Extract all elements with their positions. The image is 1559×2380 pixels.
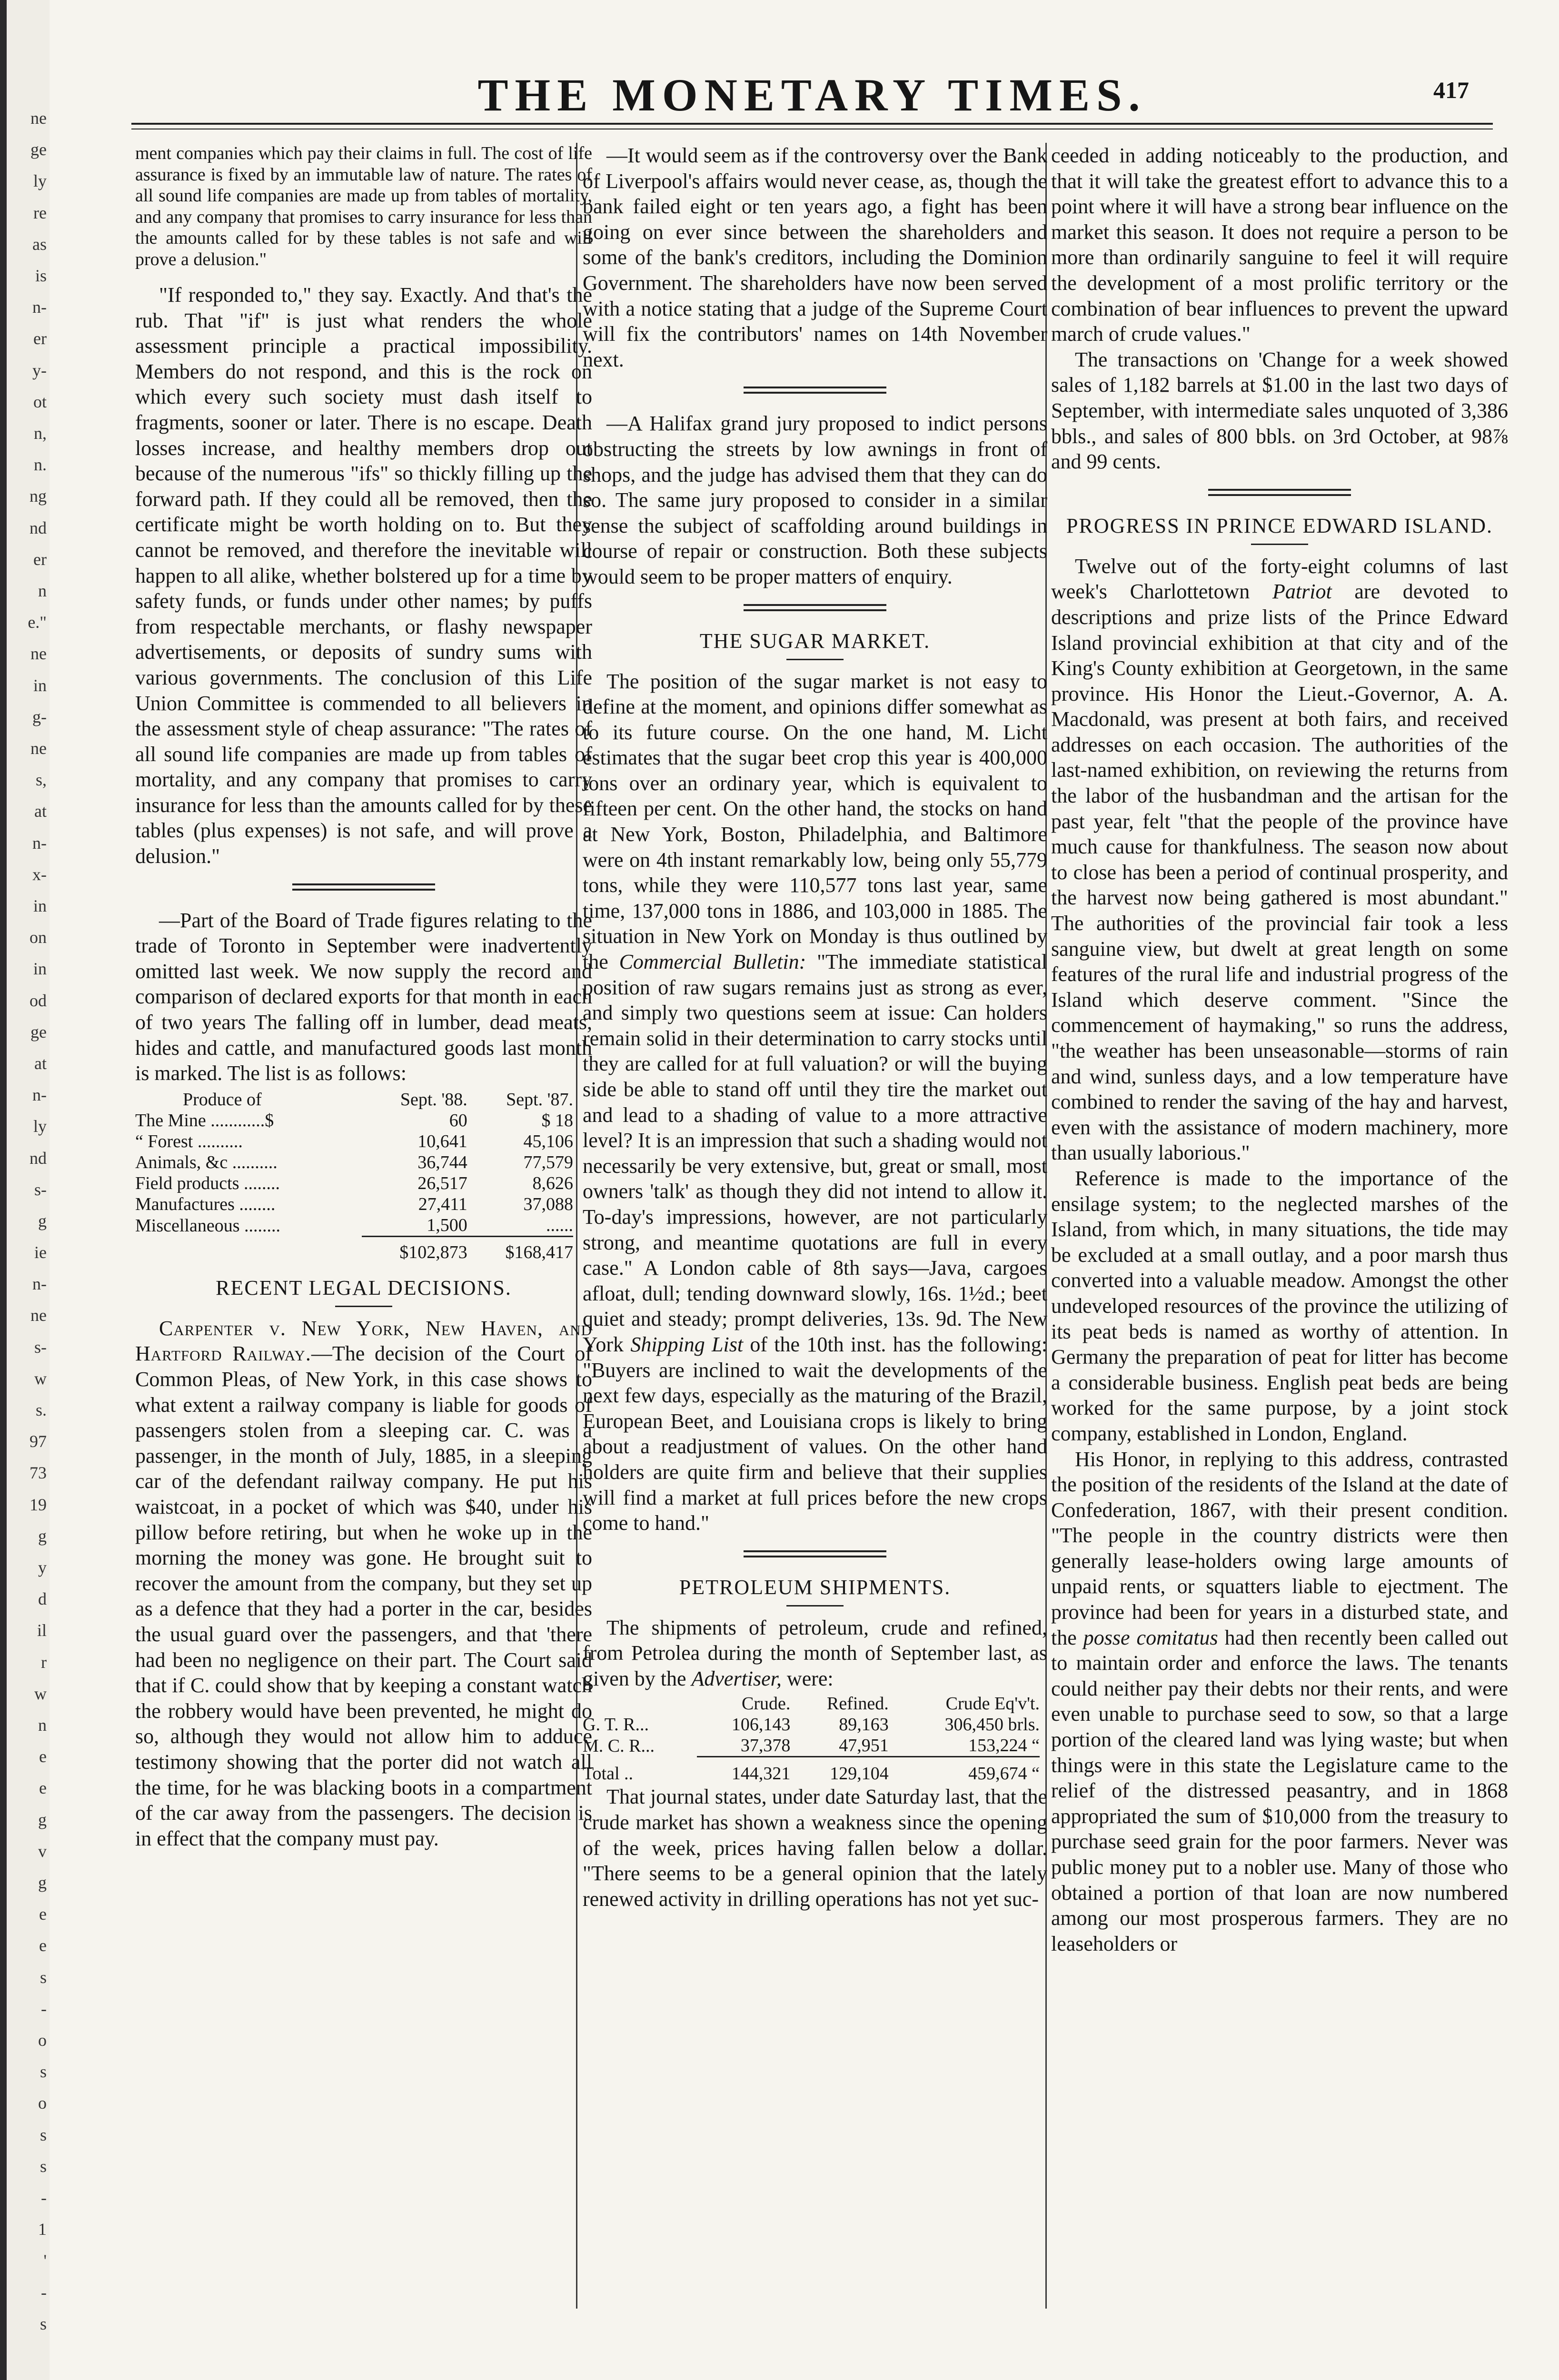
gutter-fragment: x- [32,864,47,884]
article-continuation: ment companies which pay their claims in full. The cost of life assurance is fixed by an immutable law of nature. The rates of all sound life companies are made up from tables of mortality, and any company that promises to carry insurance for less than the amounts called for by these tables is not safe and will prove a delusion." [135,143,592,269]
table-row [135,1131,573,1152]
section-separator [744,604,886,611]
gutter-fragment: 19 [30,1495,47,1514]
gutter-fragment: n- [32,1274,47,1294]
table-row [583,1714,1040,1735]
article-paragraph: The transactions on 'Change for a week showed sales of 1,182 barrels at $1.00 in the last two days of September, with intermediate sales unquoted of 3,386 bbls., and sales of 800 bbls. on 3rd October, at 98⅞ and 99 cents. [1051,347,1508,474]
table-total: $102,873 [362,1236,467,1263]
text-run: The shipments of petroleum, crude and refined, from Petrolea during the month of September last, as given by the [583,1616,1047,1690]
gutter-fragment: er [33,549,47,569]
table-total-row [135,1236,573,1263]
petroleum-paragraph: That journal states, under date Saturday last, that the crude market has shown a weakness since the opening of the week, prices having fallen below a dollar. "There seems to be a general opinion that the lately renewed activity in drilling operations has not yet suc- [583,1785,1047,1911]
gutter-fragment: n- [32,1085,47,1105]
gutter-fragment: s [40,2062,47,2082]
previous-page-gutter [7,0,50,2380]
gutter-fragment: ng [30,486,47,506]
gutter-fragment: - [41,1999,47,2018]
table-cell: 27,411 [418,1194,467,1214]
gutter-fragment: r [41,1652,47,1672]
gutter-fragment: ne [30,109,47,128]
gutter-fragment: ly [33,1117,47,1136]
gutter-fragment: at [34,1053,47,1073]
table-cell: Animals, &c .......... [135,1152,278,1172]
gutter-fragment: s- [34,1337,47,1357]
gutter-fragment: ' [43,2251,47,2271]
publication-name: Shipping List [630,1332,744,1356]
gutter-fragment: n, [34,423,47,443]
gutter-fragment: w [34,1368,47,1388]
table-cell: Manufactures ........ [135,1194,276,1214]
gutter-fragment: ne [30,738,47,758]
table-cell: 36,744 [417,1152,467,1172]
gutter-fragment: g- [32,707,47,726]
page-header [131,29,1493,124]
article-paragraph: —It would seem as if the controversy over the Bank of Liverpool's affairs would never cease, as, though the bank failed eight or ten years ago, a fight has been going on ever since between the shareholders and some of the bank's creditors, including the Dominion Government. The shareholders have now been served with a notice stating that a judge of the Supreme Court will fix the contributors' names on 14th November next. [583,144,1047,371]
table-row [135,1215,573,1237]
gutter-fragment: g [38,1211,47,1230]
gutter-fragment: od [30,991,47,1010]
gutter-fragment: y [38,1558,47,1577]
table-cell: Field products ........ [135,1173,280,1193]
column-3 [1051,143,1508,2380]
gutter-fragment: s [40,1967,47,1987]
table-cell: ...... [546,1215,573,1235]
gutter-fragment: e [39,1747,47,1766]
section-heading: PETROLEUM SHIPMENTS. [679,1575,951,1599]
table-row [583,1735,1040,1757]
gutter-fragment: 97 [30,1432,47,1451]
table-cell: 26,517 [417,1173,467,1193]
gutter-fragment: s, [35,770,47,790]
table-total: 459,674 “ [889,1757,1040,1785]
heading-rule [335,1306,392,1307]
table-header [583,1693,697,1714]
table-header: Refined. [826,1694,889,1714]
gutter-fragment: nd [30,1148,47,1168]
table-total: 129,104 [790,1757,888,1785]
article-continuation: ceeded in adding noticeably to the production, and that it will take the greatest effort to advance this to a point where it will have a strong bear influence on the market this season. It does not require a person to be more than ordinarily sanguine to feel it will require the development of a most prolific territory or the combination of bear influences to prevent the upward march of crude values." [1051,144,1508,346]
gutter-fragment: in [33,896,47,915]
text-run: had then recently been called out to maintain order and enforce the laws. The tenants could neither pay their debts nor their rents, and were even unable to purchase seed to sow, so that a large portion of the cleared land was lying waste; but when things were in this state the Legislature came to the relief of the distressed peasantry, and in 1868 appropriated the sum of $10,000 from the treasury to purchase seed grain for the poor farmers. Never was public money put to a nobler use. Many of those who obtained a portion of that loan are now numbered among our most prosperous farmers. They are no leaseholders or [1051,1626,1508,1955]
gutter-fragment: s. [35,1400,47,1420]
gutter-fragment: n- [32,298,47,317]
text-run: are devoted to descriptions and prize lists of the Prince Edward Island provincial exhibition at that city and of the King's County exhibition at Georgetown, in the same province. His Honor the Lieut.-Governor, A. A. Macdonald, was present at both fairs, and received addresses on each occasion. The authorities of the last-named exhibition, on reviewing the returns from the labor of the husbandman and the artisan for the past year, felt "that the people of the province have much cause for thankfulness. The season now about to close has been a period of continual prosperity, and the harvest now being gathered is most abundant." The authorities of the provincial fair took a less sanguine view, but dwelt at great length on some features of the rural life and industrial progress of the Island which deserve comment. "Since the commencement of haymaking," so runs the address, "the weather has been unseasonable—storms of rain and wind, sunless days, and a low temperature have combined to render the saving of the hay and harvest, even with the assistance of modern machinery, more than usually laborious." [1051,580,1509,1165]
petroleum-table [583,1693,1040,1784]
gutter-fragment: d [38,1589,47,1609]
gutter-fragment: nd [30,518,47,537]
table-cell: M. C. R... [583,1736,655,1756]
table-header: Crude Eq'v't. [945,1694,1040,1714]
gutter-fragment: ot [33,392,47,411]
heading-rule [786,1605,844,1606]
newspaper-title: THE MONETARY TIMES. [477,69,1147,120]
gutter-fragment: o [38,2031,47,2050]
gutter-fragment: g [38,1810,47,1829]
pei-paragraph [1051,554,1508,1166]
table-cell: 1,500 [427,1215,467,1235]
table-row [135,1194,573,1215]
gutter-fragment: at [34,802,47,821]
gutter-fragment: - [41,2188,47,2207]
table-cell: 106,143 [731,1715,791,1735]
gutter-fragment: n [38,1716,47,1735]
latin-phrase: posse comitatus [1083,1626,1218,1649]
gutter-fragment: s- [34,1180,47,1199]
article-paragraph: "If responded to," they say. Exactly. And that's the rub. That "if" is just what renders the whole assessment principle a practical impossibility. Members do not respond, and this is the rock on which every such society must dash itself to fragments, sooner or later. There is no escape. Death losses increase, and healthy members drop out because of the numerous "ifs" so thickly filling up the forward path. If they could all be removed, then the certificate might be worth holding on to. But they cannot be removed, and therefore the inevitable will happen to all alike, whether bolstered up for a time by safety funds, or funds under other names; by puffs from respectable merchants, or flashy newspaper advertisements, or deposits of sundry sums with various governments. The conclusion of this Life Union Committee is commended to all believers in the assessment style of cheap assurance: "The rates of all sound life companies are made up from tables of mortality, and any company that promises to carry insurance for less than the amounts called for by these tables (plus expenses) is not safe, and will prove a delusion." [135,283,592,868]
text-run: His Honor, in replying to this address, contrasted the position of the residents of the Island at the date of Confederation, 1867, with their present condition. "The people in the country districts were then generally lease-holders owing large amounts of unpaid rents, or squatters liable to ejectment. The province had been for years in a disturbed state, and the [1051,1447,1508,1649]
section-separator [1208,489,1351,496]
section-separator [292,883,435,891]
gutter-fragment: in [33,959,47,979]
gutter-fragment: ge [30,140,47,159]
board-of-trade-paragraph: —Part of the Board of Trade figures relating to the trade of Toronto in September were inadvertently omitted last week. We now supply the record and comparison of declared exports for that month in each of two years The falling off in lumber, dead meats, hides and cattle, and manufactured goods last month is marked. The list is as follows: [135,908,592,1085]
gutter-fragment: 73 [30,1463,47,1483]
table-header: Sept. '88. [400,1089,467,1110]
case-name: Carpenter v. New York, New Haven, and Hartford Railway. [135,1316,592,1366]
table-header: Crude. [742,1694,791,1714]
header-rule-top [131,123,1493,125]
table-cell: “ Forest .......... [135,1131,243,1151]
gutter-fragment: n [38,581,47,600]
gutter-fragment: e [39,1904,47,1924]
text-run: of the 10th inst. has the following: "Buyers are inclined to wait the developments of the next few days, especially as the maturing of the Brazil, European Beet, and Louisiana crops is likely to bring about a readjustment of values. On the other hand holders are quite firm and believe that their supplies will find a market at full prices before the new crops come to hand." [583,1332,1047,1535]
text-run: were: [781,1666,834,1690]
gutter-fragment: s [40,2125,47,2144]
heading-rule [1251,544,1308,545]
gutter-fragment: s [40,2314,47,2333]
gutter-fragment: in [33,675,47,695]
gutter-fragment: ly [33,171,47,191]
text-run: Twelve out of the forty-eight columns of last week's Charlottetown [1051,554,1508,604]
gutter-fragment: o [38,2093,47,2113]
table-header: Produce of [183,1089,262,1110]
table-cell: 89,163 [839,1715,889,1735]
publication-name: Patriot [1272,580,1332,604]
table-cell: 153,224 “ [968,1735,1040,1756]
gutter-fragment: n- [32,833,47,853]
gutter-fragment: e." [28,613,47,632]
gutter-fragment: re [33,203,47,222]
legal-decision-paragraph [135,1316,592,1851]
gutter-fragment: s [40,2156,47,2176]
table-cell: The Mine ............$ [135,1110,274,1130]
table-cell: 47,951 [839,1735,889,1756]
gutter-fragment: ne [30,1306,47,1325]
gutter-fragment: w [34,1684,47,1703]
table-total: 144,321 [697,1757,790,1785]
table-row [135,1173,573,1194]
publication-name: Advertiser, [691,1666,782,1690]
gutter-fragment: is [35,266,47,285]
gutter-fragment: y- [32,360,47,380]
table-cell: 10,641 [417,1131,467,1151]
exports-table [135,1089,573,1263]
article-paragraph: —A Halifax grand jury proposed to indict persons obstructing the streets by low awnings in front of shops, and the judge has advised them that they can do so. The same jury proposed to consider in a similar sense the subject of scaffolding around buildings in course of repair or construction. Both these subjects would seem to be proper matters of enquiry. [583,412,1047,588]
section-heading: PROGRESS IN PRINCE EDWARD ISLAND. [1066,514,1493,537]
table-total: Total .. [583,1763,634,1784]
table-header-row [135,1089,573,1110]
gutter-fragment: e [39,1778,47,1798]
gutter-fragment: ie [34,1243,47,1262]
gutter-fragment: n. [34,455,47,475]
table-cell: 45,106 [523,1131,573,1151]
text-run: The position of the sugar market is not easy to define at the moment, and opinions differ somewhat as to its future course. On the one hand, M. Licht estimates that the sugar beet crop this year is 400,000 tons over an ordinary year, which is equivalent to fifteen per cent. On the other hand, the stocks on hand at New York, Boston, Philadelphia, and Baltimore were on 4th instant remarkably low, being only 55,779 tons, while they were 110,577 tons last year, same time, 137,000 tons in 1886, and 103,000 in 1885. The situation in New York on Monday is thus outlined by the [583,669,1047,974]
column-2 [583,143,1047,2380]
pei-paragraph: Reference is made to the importance of the ensilage system; to the neglected marshes of the Island, from which, in many situations, the tide may be excluded at a small outlay, and a poor marsh thus converted into a valuable meadow. Amongst the other undeveloped resources of the province the utilizing of its peat beds is named as worthy of attention. In Germany the preparation of peat for litter has become a considerable business. English peat beds are being worked for the same purpose, by a joint stock company, established in London, England. [1051,1166,1508,1445]
gutter-fragment: e [39,1936,47,1955]
table-cell: 306,450 brls. [944,1715,1040,1735]
section-separator [744,387,886,394]
table-total-row [583,1757,1040,1785]
heading-rule [786,659,844,660]
table-cell: $ 18 [541,1110,573,1130]
table-header: Sept. '87. [506,1089,573,1110]
table-row [135,1110,573,1131]
section-separator [744,1550,886,1557]
gutter-fragment: il [37,1621,47,1640]
gutter-fragment: v [38,1841,47,1861]
gutter-fragment: g [38,1526,47,1546]
table-cell: 8,626 [532,1173,573,1193]
gutter-fragment: ne [30,644,47,664]
table-row [135,1152,573,1173]
table-total: $168,417 [467,1236,573,1263]
table-cell: 37,088 [523,1194,573,1214]
table-cell: 60 [449,1110,467,1130]
gutter-fragment: as [32,234,47,254]
table-cell: G. T. R... [583,1715,649,1735]
table-header-row [583,1693,1040,1714]
table-cell: 77,579 [523,1152,573,1172]
page-binding-edge [0,0,7,2380]
pei-paragraph [1051,1447,1508,1957]
text-run: "The immediate statistical position of raw sugars remains just as strong as ever, and simply two questions seem at issue: Can holders remain solid in their determination to carry stocks until they are called for at full valuation? or will the buying side be able to stand off until they tire the market out and lead to a shading of value to a more attractive level? It is an impression that such a shading would not necessarily be very extensive, but, great or small, most owners 'talk' as though they did not intend to allow it. To-day's impressions, however, are not particularly strong, and meantime quotations are full in every case." A London cable of 8th says—Java, cargoes afloat, dull; tending downward slowly, 16s. 1½d.; beet quiet and steady; prompt deliveries, 13s. 9d. The New York [583,950,1047,1356]
gutter-fragment: 1 [38,2220,47,2239]
gutter-fragment: - [41,2282,47,2302]
section-heading: THE SUGAR MARKET. [699,629,931,653]
gutter-fragment: g [38,1873,47,1893]
petroleum-paragraph [583,1615,1047,1692]
table-cell: 37,378 [740,1735,791,1756]
case-body: —The decision of the Court of Common Pleas, of New York, in this case shows to what extent a railway company is liable for goods of passengers stolen from a sleeping car. C. was a passenger, in the month of July, 1885, in a sleeping car of the defendant railway company. He put his waistcoat, in a pocket of which was $40, under his pillow before retiring, but when he woke up in the morning the money was gone. He brought suit to recover the amount from the company, but they set up as a defence that they had a porter in the car, besides the usual guard over the passengers, and that 'there had been no negligence on their part. The Court said that if C. could show that by keeping a constant watch the robbery would have been prevented, he might do so, although they would not allow him to adduce testimony showing that the porter did not watch all the time, for he was blacking boots in a compartment of the car away from the passengers. The decision is in effect that the company must pay. [135,1342,592,1850]
sugar-market-paragraph [583,669,1047,1536]
section-heading: RECENT LEGAL DECISIONS. [216,1276,512,1299]
gutter-fragment: ge [30,1022,47,1041]
table-cell: Miscellaneous ........ [135,1215,281,1236]
gutter-fragment: er [33,329,47,348]
page-number: 417 [1433,77,1469,103]
publication-name: Commercial Bulletin: [619,950,806,974]
column-1 [135,143,592,2380]
gutter-fragment: on [30,928,47,947]
